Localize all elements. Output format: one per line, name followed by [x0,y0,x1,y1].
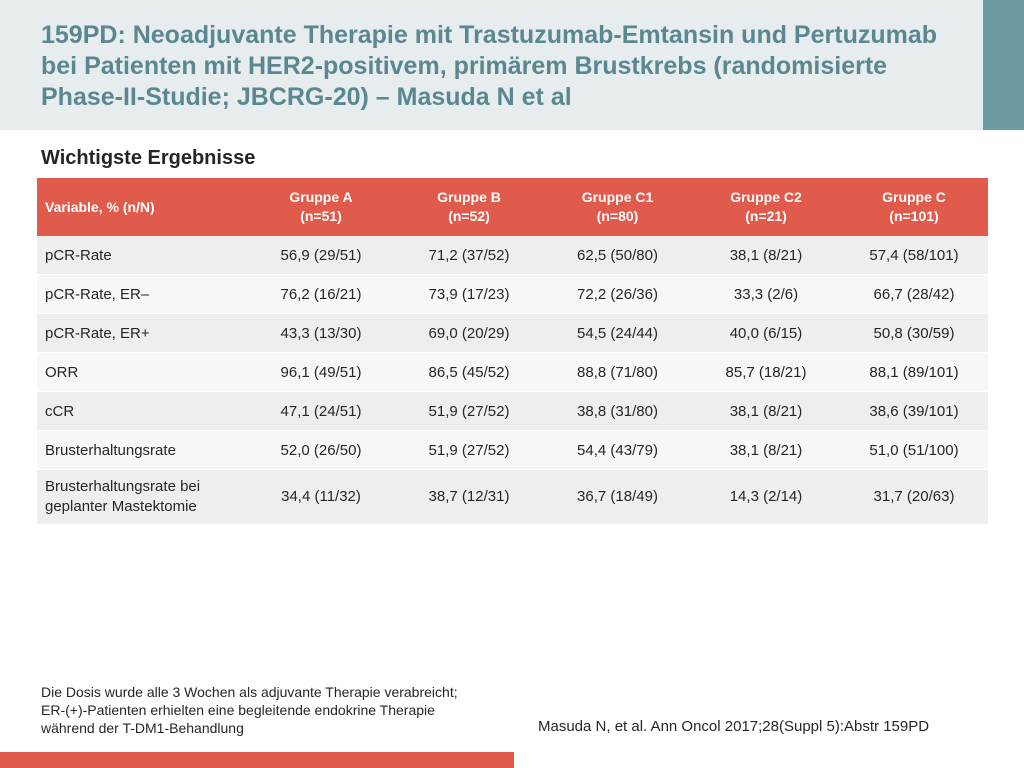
row-label: pCR-Rate, ER– [37,275,247,314]
table-row [37,314,988,353]
column-header-gruppe-c: Gruppe C (n=101) [840,178,988,236]
table-cell: 54,4 (43/79) [543,431,692,470]
table-cell: 56,9 (29/51) [247,236,395,275]
row-label: Brusterhaltungsrate [37,431,247,470]
title-line: Phase-II-Studie; JBCRG-20) – Masuda N et al [41,83,572,111]
table-cell: 38,7 (12/31) [395,470,543,525]
row-label-line: Brusterhaltungsrate bei [45,478,201,495]
citation: Masuda N, et al. Ann Oncol 2017;28(Suppl 5):Abstr 159PD [538,718,930,735]
table-row [37,236,988,275]
column-header-gruppe-c2: Gruppe C2 (n=21) [692,178,840,236]
table-cell: 36,7 (18/49) [543,470,692,525]
slide-title [41,20,971,113]
row-label: pCR-Rate, ER+ [37,314,247,353]
title-line: bei Patienten mit HER2-positivem, primärem Brustkrebs (randomisierte [41,52,888,80]
table-cell: 76,2 (16/21) [247,275,395,314]
table-row [37,392,988,431]
title-banner [0,0,1024,130]
row-label: cCR [37,392,247,431]
footnote-line: während der T-DM1-Behandlung [41,720,244,736]
table-cell: 54,5 (24/44) [543,314,692,353]
column-header-variable: Variable, % (n/N) [37,178,247,236]
table-cell: 50,8 (30/59) [840,314,988,353]
results-table [37,178,988,525]
table-cell: 52,0 (26/50) [247,431,395,470]
table-cell: 66,7 (28/42) [840,275,988,314]
table-cell: 33,3 (2/6) [692,275,840,314]
table-cell: 88,1 (89/101) [840,353,988,392]
header-accent-bar [983,0,1024,130]
table-cell: 51,9 (27/52) [395,431,543,470]
table-header-row [37,178,988,236]
table-cell: 51,9 (27/52) [395,392,543,431]
table-cell: 31,7 (20/63) [840,470,988,525]
table-row [37,275,988,314]
row-label: pCR-Rate [37,236,247,275]
table-cell: 69,0 (20/29) [395,314,543,353]
table-row [37,353,988,392]
table-cell: 14,3 (2/14) [692,470,840,525]
table-cell: 57,4 (58/101) [840,236,988,275]
table-cell: 38,8 (31/80) [543,392,692,431]
table-cell: 73,9 (17/23) [395,275,543,314]
row-label [37,470,247,525]
table-cell: 40,0 (6/15) [692,314,840,353]
column-header-gruppe-b: Gruppe B (n=52) [395,178,543,236]
table-cell: 38,6 (39/101) [840,392,988,431]
row-label-line: geplanter Mastektomie [45,498,197,515]
footnote [41,683,521,737]
table-cell: 38,1 (8/21) [692,236,840,275]
row-label: ORR [37,353,247,392]
table-cell: 34,4 (11/32) [247,470,395,525]
column-header-gruppe-a: Gruppe A (n=51) [247,178,395,236]
table-row [37,470,988,525]
column-header-gruppe-c1: Gruppe C1 (n=80) [543,178,692,236]
table-cell: 96,1 (49/51) [247,353,395,392]
table-cell: 47,1 (24/51) [247,392,395,431]
footnote-line: Die Dosis wurde alle 3 Wochen als adjuvante Therapie verabreicht; [41,684,458,700]
table-cell: 88,8 (71/80) [543,353,692,392]
section-heading: Wichtigste Ergebnisse [41,147,256,169]
table-row [37,431,988,470]
table-cell: 38,1 (8/21) [692,392,840,431]
table-cell: 51,0 (51/100) [840,431,988,470]
footer-accent-bar [0,752,514,768]
table-cell: 85,7 (18/21) [692,353,840,392]
table-cell: 38,1 (8/21) [692,431,840,470]
title-line: 159PD: Neoadjuvante Therapie mit Trastuzumab-Emtansin und Pertuzumab [41,21,938,49]
table-cell: 71,2 (37/52) [395,236,543,275]
table-cell: 62,5 (50/80) [543,236,692,275]
footnote-line: ER-(+)-Patienten erhielten eine begleitende endokrine Therapie [41,702,435,718]
table-cell: 43,3 (13/30) [247,314,395,353]
table-cell: 72,2 (26/36) [543,275,692,314]
table-cell: 86,5 (45/52) [395,353,543,392]
